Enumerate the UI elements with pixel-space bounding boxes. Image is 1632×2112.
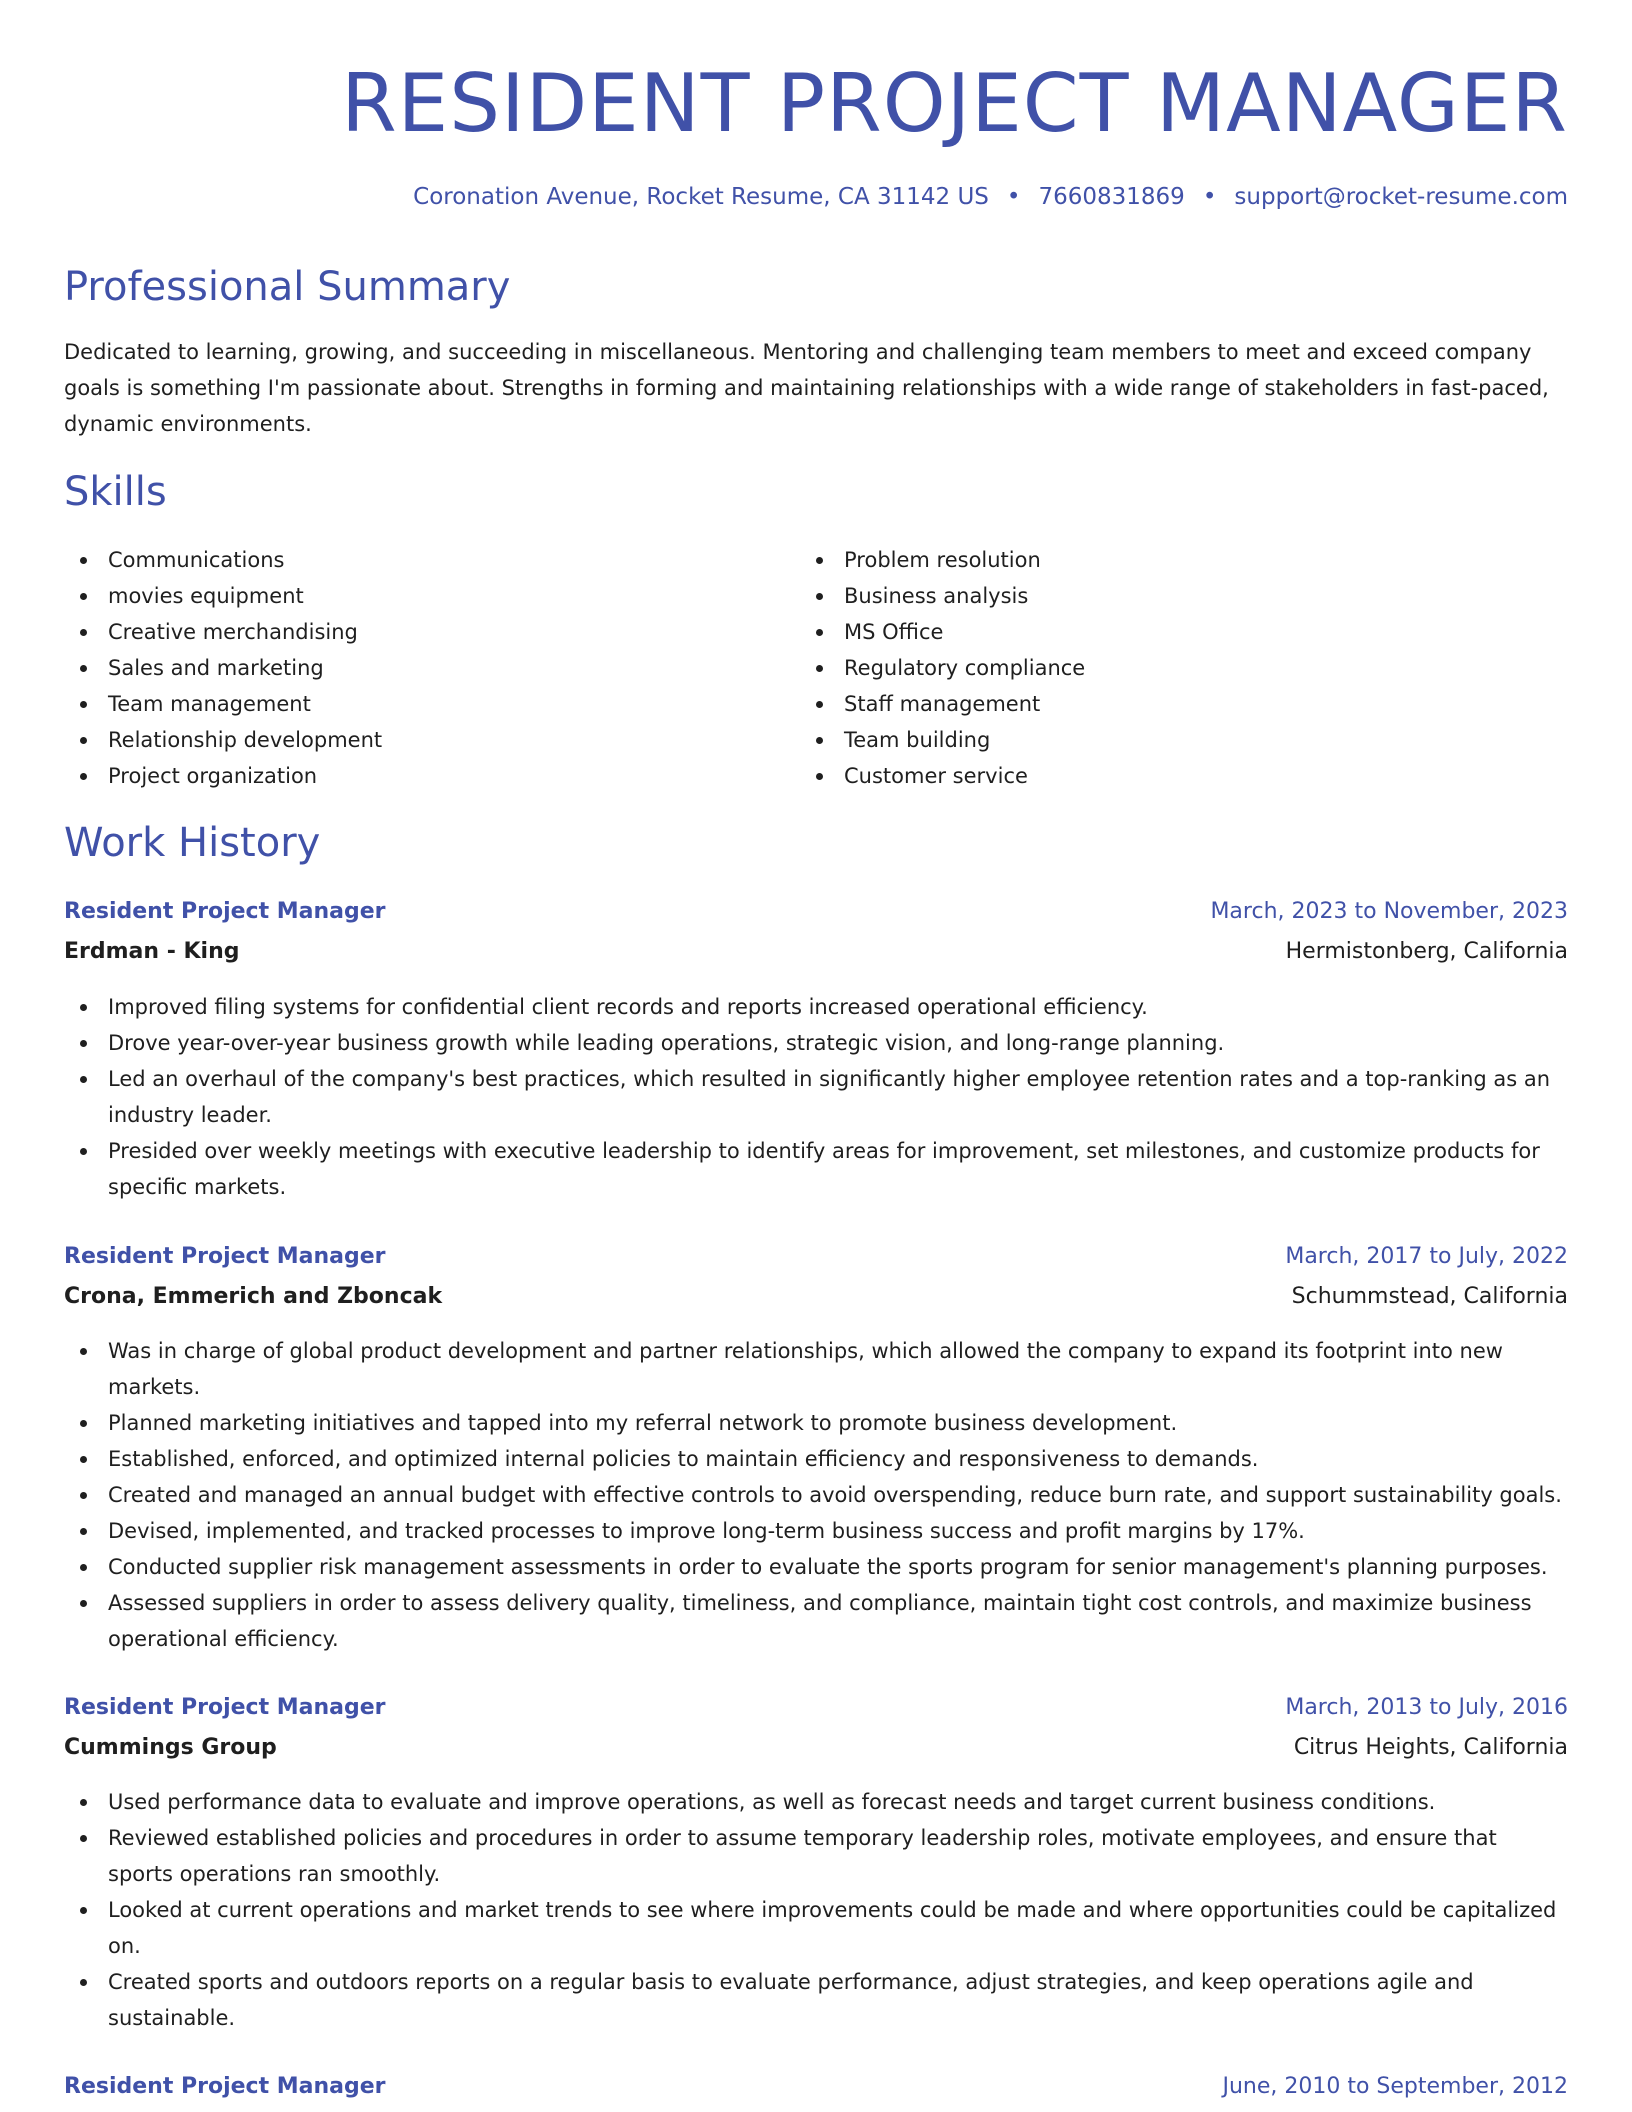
skills-heading: Skills (64, 469, 167, 515)
contact-phone: 7660831869 (1038, 184, 1185, 210)
job-bullet: Conducted supplier risk management assessments in order to evaluate the sports program for senior management's planning purposes. (64, 1549, 1568, 1585)
job-bullet: Devised, implemented, and tracked processes to improve long-term business success and profit margins by 17%. (64, 1513, 1568, 1549)
job-bullet: Reviewed established policies and procedures in order to assume temporary leadership roles, motivate employees, and ensure that sports operations ran smoothly. (64, 1820, 1568, 1892)
skill-item: Problem resolution (800, 542, 1500, 578)
skills-list-right (800, 542, 1500, 794)
job-bullets (64, 989, 1568, 1205)
job-dates: June, 2010 to September, 2012 (1222, 2074, 1568, 2099)
summary-text: Dedicated to learning, growing, and succeeding in miscellaneous. Mentoring and challenging team members to meet and exceed company goals is something I'm passionate about. Strengths in forming and maintaining relationships with a wide range of stakeholders in fast-paced, dynamic environments. (64, 340, 1549, 436)
skill-item: Regulatory compliance (800, 650, 1500, 686)
job-bullet: Created and managed an annual budget with effective controls to avoid overspending, reduce burn rate, and support sustainability goals. (64, 1477, 1568, 1513)
job-location: Citrus Heights, California (1293, 1735, 1568, 1760)
job-bullet: Drove year-over-year business growth while leading operations, strategic vision, and long-range planning. (64, 1025, 1568, 1061)
job-title: Resident Project Manager (64, 899, 386, 924)
job-bullets (64, 1784, 1568, 2036)
job-bullet: Looked at current operations and market trends to see where improvements could be made and where opportunities could be capitalized on. (64, 1892, 1568, 1964)
skill-item: Relationship development (64, 722, 764, 758)
summary-heading: Professional Summary (64, 264, 511, 310)
candidate-name: RESIDENT PROJECT MANAGER (341, 57, 1568, 150)
job-location: Hermistonberg, California (1285, 939, 1568, 964)
work-history-heading: Work History (64, 820, 321, 866)
job-bullet: Presided over weekly meetings with executive leadership to identify areas for improvement, set milestones, and customize products for specific markets. (64, 1133, 1568, 1205)
job-bullet: Used performance data to evaluate and improve operations, as well as forecast needs and target current business conditions. (64, 1784, 1568, 1820)
job-bullets (64, 1333, 1568, 1657)
contact-address: Coronation Avenue, Rocket Resume, CA 31142 US (413, 184, 989, 210)
skill-item: movies equipment (64, 578, 764, 614)
skill-item: Creative merchandising (64, 614, 764, 650)
contact-email[interactable]: support@rocket-resume.com (1234, 184, 1568, 210)
job-bullet: Assessed suppliers in order to assess delivery quality, timeliness, and compliance, maintain tight cost controls, and maximize business operational efficiency. (64, 1585, 1568, 1657)
skill-item: Communications (64, 542, 764, 578)
skill-item: Customer service (800, 758, 1500, 794)
skills-list-left (64, 542, 764, 794)
job-title: Resident Project Manager (64, 1695, 386, 1720)
job-bullet: Was in charge of global product development and partner relationships, which allowed the company to expand its footprint into new markets. (64, 1333, 1568, 1405)
job-bullet: Improved filing systems for confidential client records and reports increased operational efficiency. (64, 989, 1568, 1025)
contact-line (413, 180, 1568, 214)
job-bullet: Established, enforced, and optimized internal policies to maintain efficiency and responsiveness to demands. (64, 1441, 1568, 1477)
skill-item: Staff management (800, 686, 1500, 722)
skill-item: Team management (64, 686, 764, 722)
contact-separator: • (1006, 184, 1021, 210)
job-company: Cummings Group (64, 1735, 277, 1760)
job-dates: March, 2023 to November, 2023 (1210, 899, 1568, 924)
job-dates: March, 2013 to July, 2016 (1285, 1695, 1568, 1720)
skill-item: Business analysis (800, 578, 1500, 614)
skill-item: MS Office (800, 614, 1500, 650)
job-title: Resident Project Manager (64, 2074, 386, 2099)
job-dates: March, 2017 to July, 2022 (1285, 1244, 1568, 1269)
skill-item: Sales and marketing (64, 650, 764, 686)
job-location: Schummstead, California (1291, 1284, 1568, 1309)
job-company: Erdman - King (64, 939, 240, 964)
contact-separator: • (1202, 184, 1217, 210)
job-bullet: Planned marketing initiatives and tapped into my referral network to promote business development. (64, 1405, 1568, 1441)
job-bullet: Led an overhaul of the company's best practices, which resulted in significantly higher employee retention rates and a top-ranking as an industry leader. (64, 1061, 1568, 1133)
skill-item: Team building (800, 722, 1500, 758)
job-company: Crona, Emmerich and Zboncak (64, 1284, 443, 1309)
skill-item: Project organization (64, 758, 764, 794)
job-bullet: Created sports and outdoors reports on a regular basis to evaluate performance, adjust strategies, and keep operations agile and sustainable. (64, 1964, 1568, 2036)
job-title: Resident Project Manager (64, 1244, 386, 1269)
